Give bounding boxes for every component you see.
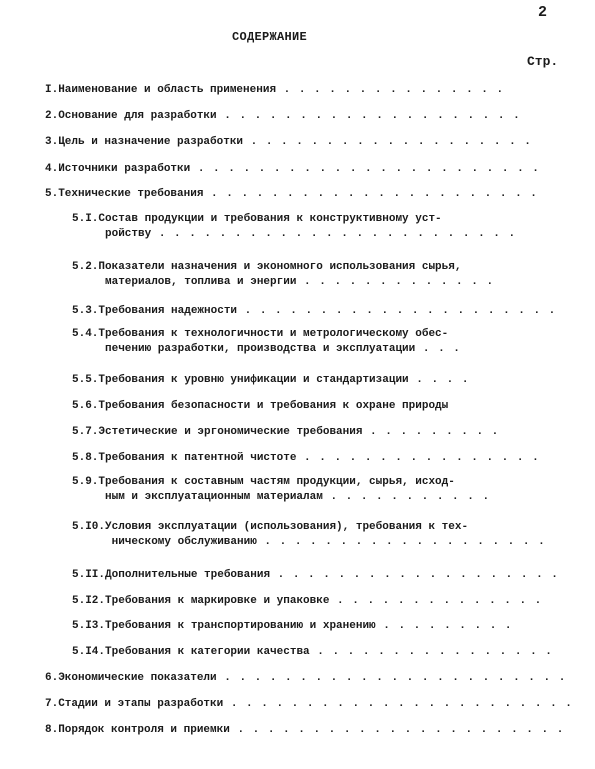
- toc-leader-dots: . . . . . . . . . . . . . . . . . . . . . . .: [190, 163, 540, 175]
- toc-entry: [72, 399, 448, 414]
- toc-entry-title: Требования к уровню унификации и стандартизации: [98, 374, 409, 386]
- toc-entry-number: 5.7.: [72, 426, 99, 438]
- toc-entry-number: 6.: [45, 672, 59, 684]
- toc-entry-title: Требования надежности: [98, 305, 238, 317]
- toc-leader-dots: . . . . . . . . . . . . . . .: [276, 84, 505, 96]
- toc-entry-title: Эстетические и эргономические требования: [98, 426, 363, 438]
- toc-entry-number: 5.: [45, 188, 59, 200]
- toc-entry-title-continued: [72, 227, 516, 242]
- toc-entry: [72, 475, 490, 505]
- toc-leader-dots: . . . . . . . . . . . . . . . .: [309, 646, 553, 658]
- toc-entry-title: Основание для разработки: [58, 110, 217, 122]
- toc-entry-number: 5.I3.: [72, 620, 106, 632]
- toc-entry-number: 5.9.: [72, 476, 99, 488]
- toc-leader-dots: . . . . . . . . . . .: [322, 491, 491, 503]
- toc-entry-title: Источники разработки: [58, 163, 191, 175]
- toc-leader-dots: . . . . . . . . .: [362, 426, 500, 438]
- toc-entry: [72, 645, 553, 660]
- toc-entry-title-line2: ройству: [105, 228, 152, 240]
- page-title: СОДЕРЖАНИЕ: [232, 30, 308, 44]
- toc-leader-dots: . . . . . . . . .: [375, 620, 513, 632]
- toc-entry-title: Экономические показатели: [58, 672, 217, 684]
- toc-entry: [72, 568, 559, 583]
- toc-entry-number: 5.8.: [72, 452, 99, 464]
- toc-entry-title-continued: [72, 535, 546, 550]
- toc-entry-number: 5.II.: [72, 569, 106, 581]
- toc-entry-number: 7.: [45, 698, 59, 710]
- toc-entry-number: 5.4.: [72, 328, 99, 340]
- toc-entry-number: 5.I4.: [72, 646, 106, 658]
- toc-leader-dots: . . . . . . . . . . . . . . . . . . . . . .: [203, 188, 538, 200]
- toc-leader-dots: . . . . . . . . . . . . . . . .: [296, 452, 540, 464]
- toc-leader-dots: . . . . . . . . . . . . . . . . . . . . . . . .: [151, 228, 517, 240]
- toc-entry: [45, 162, 540, 177]
- toc-leader-dots: . . . . . . . . . . . . . . . . . . .: [243, 136, 532, 148]
- toc-entry-title-line2: ным и эксплуатационным материалам: [105, 491, 323, 503]
- toc-leader-dots: . . . . . . . . . . . . . . . . . . . . . . .: [223, 698, 573, 710]
- toc-entry-title: Требования к транспортированию и хранению: [105, 620, 376, 632]
- toc-entry-title-line2: материалов, топлива и энергии: [105, 276, 297, 288]
- toc-entry: [72, 451, 540, 466]
- toc-entry: [45, 697, 573, 712]
- toc-entry-number: 8.: [45, 724, 59, 736]
- toc-entry-title: Требования к маркировке и упаковке: [105, 595, 330, 607]
- toc-entry-title-line2: печению разработки, производства и эксплуатации: [105, 343, 416, 355]
- toc-leader-dots: . . . . . . . . . . . . .: [296, 276, 495, 288]
- toc-entry-number: 5.I.: [72, 213, 99, 225]
- toc-entry-number: 3.: [45, 136, 59, 148]
- toc-entry-title: Требования к технологичности и метрологическому обес-: [98, 328, 449, 340]
- toc-entry-title-line2: ническому обслуживанию: [111, 536, 257, 548]
- page-column-label: Стр.: [527, 54, 559, 69]
- toc-entry-title: Наименование и область применения: [58, 84, 277, 96]
- toc-leader-dots: . . . . . . . . . . . . . . . . . . . . . .: [229, 724, 565, 736]
- toc-entry: [72, 520, 546, 550]
- toc-entry: [72, 260, 494, 290]
- toc-entry-number: 2.: [45, 110, 59, 122]
- toc-entry: [72, 304, 556, 319]
- toc-entry: [45, 109, 521, 124]
- toc-entry-title: Требования к патентной чистоте: [98, 452, 297, 464]
- toc-entry-number: 5.I0.: [72, 521, 106, 533]
- toc-entry-title: Условия эксплуатации (использования), требования к тех-: [105, 521, 469, 533]
- toc-entry-title: Стадии и этапы разработки: [58, 698, 224, 710]
- toc-leader-dots: . . . .: [408, 374, 470, 386]
- toc-entry: [72, 212, 516, 242]
- toc-entry-number: 5.2.: [72, 261, 99, 273]
- toc-entry-number: 4.: [45, 163, 59, 175]
- toc-entry: [72, 425, 499, 440]
- toc-entry-title: Требования к категории качества: [105, 646, 310, 658]
- toc-leader-dots: . . . . . . . . . . . . . . . . . . .: [256, 536, 546, 548]
- toc-entry-title: Требования безопасности и требования к охране природы: [98, 400, 449, 412]
- toc-entry: [45, 83, 504, 98]
- toc-entry: [72, 594, 542, 609]
- toc-entry-title: Технические требования: [58, 188, 204, 200]
- toc-entry: [45, 671, 566, 686]
- toc-entry-number: 5.I2.: [72, 595, 106, 607]
- toc-leader-dots: . . . . . . . . . . . . . . . . . . . .: [216, 110, 521, 122]
- toc-entry-number: 5.3.: [72, 305, 99, 317]
- toc-entry: [72, 619, 513, 634]
- toc-entry-title: Состав продукции и требования к конструктивному уст-: [98, 213, 442, 225]
- toc-leader-dots: . . . . . . . . . . . . . .: [329, 595, 543, 607]
- toc-entry: [45, 135, 532, 150]
- toc-entry-title: Дополнительные требования: [105, 569, 271, 581]
- toc-leader-dots: . . . . . . . . . . . . . . . . . . . . .: [237, 305, 557, 317]
- toc-entry-title: Цель и назначение разработки: [58, 136, 244, 148]
- toc-entry-title-continued: [72, 342, 461, 357]
- toc-entry: [45, 723, 564, 738]
- toc-entry-title-continued: [72, 490, 490, 505]
- toc-entry: [72, 327, 461, 357]
- toc-leader-dots: . . . . . . . . . . . . . . . . . . .: [270, 569, 559, 581]
- toc-entry-title: Показатели назначения и экономного использования сырья,: [98, 261, 462, 273]
- page-number: 2: [538, 4, 548, 21]
- toc-entry: [72, 373, 469, 388]
- toc-entry: [45, 187, 538, 202]
- toc-entry-title: Порядок контроля и приемки: [58, 724, 230, 736]
- toc-entry-title: Требования к составным частям продукции, сырья, исход-: [98, 476, 455, 488]
- toc-entry-number: I.: [45, 84, 59, 96]
- toc-entry-title-continued: [72, 275, 494, 290]
- toc-leader-dots: . . .: [415, 343, 461, 355]
- toc-entry-number: 5.5.: [72, 374, 99, 386]
- toc-leader-dots: . . . . . . . . . . . . . . . . . . . . . . .: [216, 672, 567, 684]
- toc-entry-number: 5.6.: [72, 400, 99, 412]
